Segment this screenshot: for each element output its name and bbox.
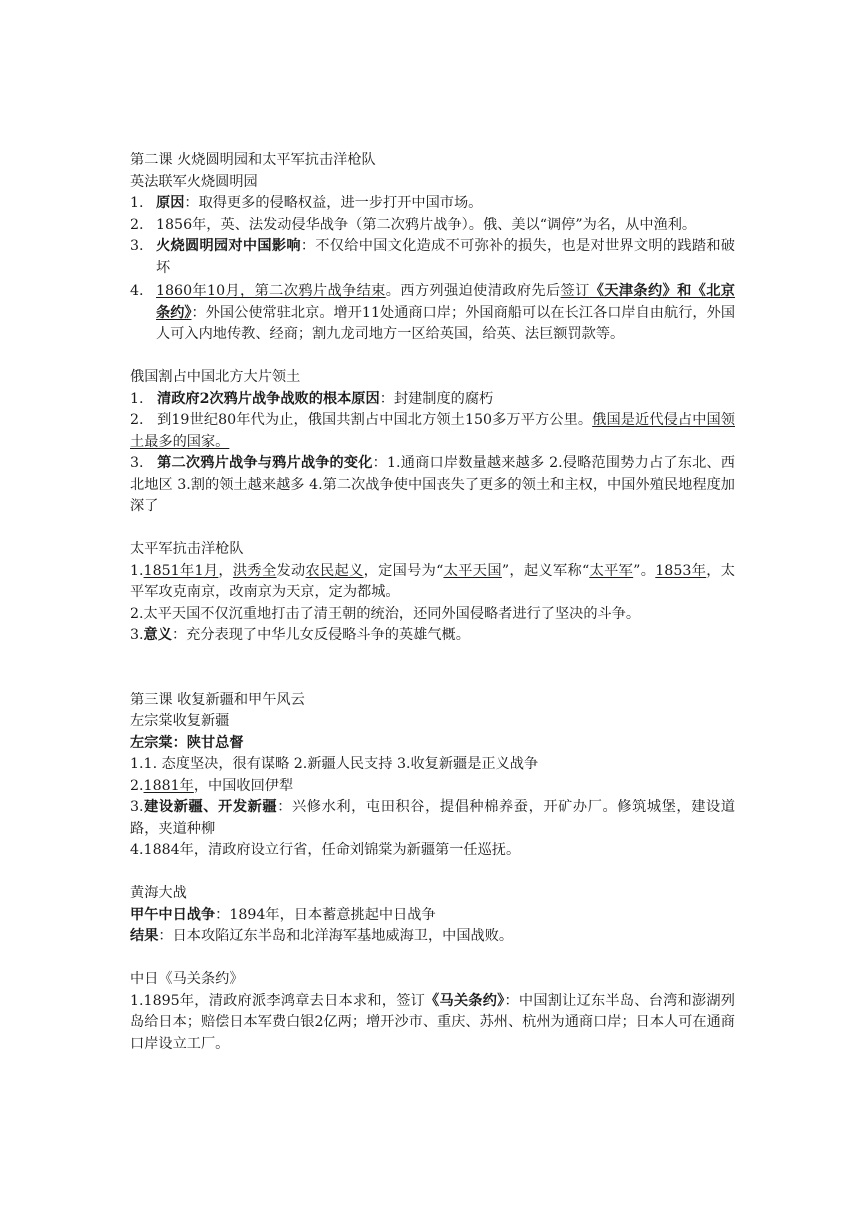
list-item: [130, 389, 735, 411]
item-text: ，定国号为“: [363, 562, 444, 579]
paragraph: [130, 991, 735, 1056]
item-number: 4.: [130, 283, 144, 299]
item-number: 3.: [130, 799, 144, 815]
paragraph: 2.太平天国不仅沉重地打击了清王朝的统治，还同外国侵略者进行了坚决的斗争。: [130, 605, 641, 622]
section-heading: 中日《马关条约》: [130, 971, 244, 987]
section-heading: 太平军抗击洋枪队: [130, 541, 244, 557]
item-number: 2.: [130, 412, 144, 428]
item-text: ：封建制度的腐朽: [379, 390, 494, 407]
item-text: 1.1895年，清政府派李鸿章去日本求和，签订: [130, 992, 426, 1009]
bold-term: 原因: [156, 195, 185, 211]
bold-term: 《马关条约》: [425, 992, 505, 1009]
section-heading: 英法联军火烧圆明园: [130, 173, 258, 190]
item-text: ：外国公使常驻北京。增开11处通商口岸；外国商船可以在长江各口岸自由航行，外国人可入内地传教、经商；割九龙司地方一区给英国，给英、法巨额罚款等。: [156, 304, 736, 342]
list-item: [130, 410, 735, 453]
treaty-names: 《天津条约》和《北京条约》: [156, 283, 735, 321]
item-number: 3.: [130, 238, 144, 254]
underlined-text: 洪秀全: [232, 562, 277, 579]
bold-term: 清政府2次鸦片战争战败的根本原因: [157, 390, 380, 407]
bold-term: 甲午中日战争: [130, 906, 216, 923]
item-text: ：日本攻陷辽东半岛和北洋海军基地威海卫，中国战败。: [158, 928, 514, 944]
paragraph: 1.1. 态度坚决，很有谋略 2.新疆人民支持 3.收复新疆是正义战争: [130, 756, 539, 772]
paragraph: 4.1884年，清政府设立行省，任命刘锦棠为新疆第一任巡抚。: [130, 842, 521, 858]
bold-term: 建设新疆、开发新疆: [143, 799, 278, 815]
list-item: [130, 281, 735, 346]
item-text: ：中国割让辽东半岛、台湾和澎湖列岛给日本；赔偿日本军费白银2亿两；增开沙市、重庆、苏州、杭州为通商口岸；日本人可在通商口岸设立工厂。: [130, 992, 735, 1052]
list-item: [130, 453, 735, 518]
item-number: 2.: [130, 216, 144, 233]
underlined-text: 1851年1月: [143, 562, 219, 579]
list-item: [130, 236, 735, 279]
item-number: 1.: [130, 562, 144, 579]
item-text: 。西方列强迫使清政府先后: [385, 283, 561, 299]
item-text: ：兴修水利，屯田积谷，提倡种棉养蚕，开矿办厂。修筑城堡，建设道路，夹道种柳: [130, 799, 735, 837]
item-text: ，中国收回伊犁: [193, 777, 294, 794]
underlined-text: 太平军: [589, 562, 634, 579]
bold-term: 意义: [143, 627, 172, 643]
item-text: ：1894年，日本蓄意挑起中日战争: [215, 906, 436, 923]
section-heading: 黄海大战: [130, 885, 187, 901]
underlined-text: 俄国是近代侵占中国领土最多的国家。: [130, 412, 735, 450]
lesson3-title: 第三课 收复新疆和甲午风云: [130, 691, 305, 708]
underlined-text: 太平天国: [443, 562, 502, 579]
document-page: [130, 150, 735, 1055]
item-text: ：充分表现了中华儿女反侵略斗争的英雄气概。: [171, 627, 470, 643]
item-number: 3.: [130, 455, 144, 471]
item-text: ：不仅给中国文化造成不可弥补的损失，也是对世界文明的践踏和破坏: [156, 238, 735, 276]
item-text: 发动: [276, 562, 306, 579]
underlined-text: 1853年: [655, 562, 707, 579]
item-text: ”，起义军称“: [501, 562, 590, 579]
bold-term: 结果: [130, 928, 159, 944]
item-text: ：1.通商口岸数量越来越多 2.侵略范围势力占了东北、西北地区 3.割的领土越来越多 4.第二次战争使中国丧失了更多的领土和主权，中国外殖民地程度加深了: [130, 455, 735, 514]
paragraph: [130, 625, 735, 647]
item-text: ，太平军攻克南京，改南京为天京，定为都城。: [130, 562, 735, 600]
list-item: [130, 215, 735, 237]
underlined-text: 签订: [560, 283, 590, 299]
item-text: 1856年，英、法发动侵华战争（第二次鸦片战争）。俄、美以“调停”为名，从中渔利。: [156, 216, 697, 233]
item-number: 2.: [130, 777, 144, 794]
paragraph: [130, 561, 735, 604]
item-text: 到19世纪80年代为止，俄国共割占中国北方领土150多万平方公里。: [157, 412, 593, 428]
paragraph: [130, 905, 735, 927]
list-item: [130, 193, 735, 215]
item-number: 3.: [130, 627, 144, 643]
bold-term: 火烧圆明园对中国影响: [156, 238, 301, 254]
underlined-text: 1860年10月，第二次鸦片战争结束: [156, 283, 386, 299]
section-heading: 左宗棠收复新疆: [130, 713, 230, 729]
paragraph: [130, 797, 735, 840]
item-text: ：取得更多的侵略权益，进一步打开中国市场。: [184, 195, 483, 211]
underlined-text: 1881年: [143, 777, 194, 794]
bold-line: 左宗棠：陕甘总督: [130, 734, 244, 751]
item-number: 1.: [130, 195, 144, 211]
lesson2-title: 第二课 火烧圆明园和太平军抗击洋枪队: [130, 152, 376, 168]
item-text: ，: [218, 562, 233, 579]
section-heading: 俄国割占中国北方大片领土: [130, 369, 301, 385]
item-text: ”。: [633, 562, 656, 579]
paragraph: [130, 926, 735, 948]
paragraph: [130, 776, 735, 798]
underlined-text: 农民起义: [305, 562, 364, 579]
bold-term: 第二次鸦片战争与鸦片战争的变化: [157, 455, 373, 471]
item-number: 1.: [130, 390, 144, 407]
